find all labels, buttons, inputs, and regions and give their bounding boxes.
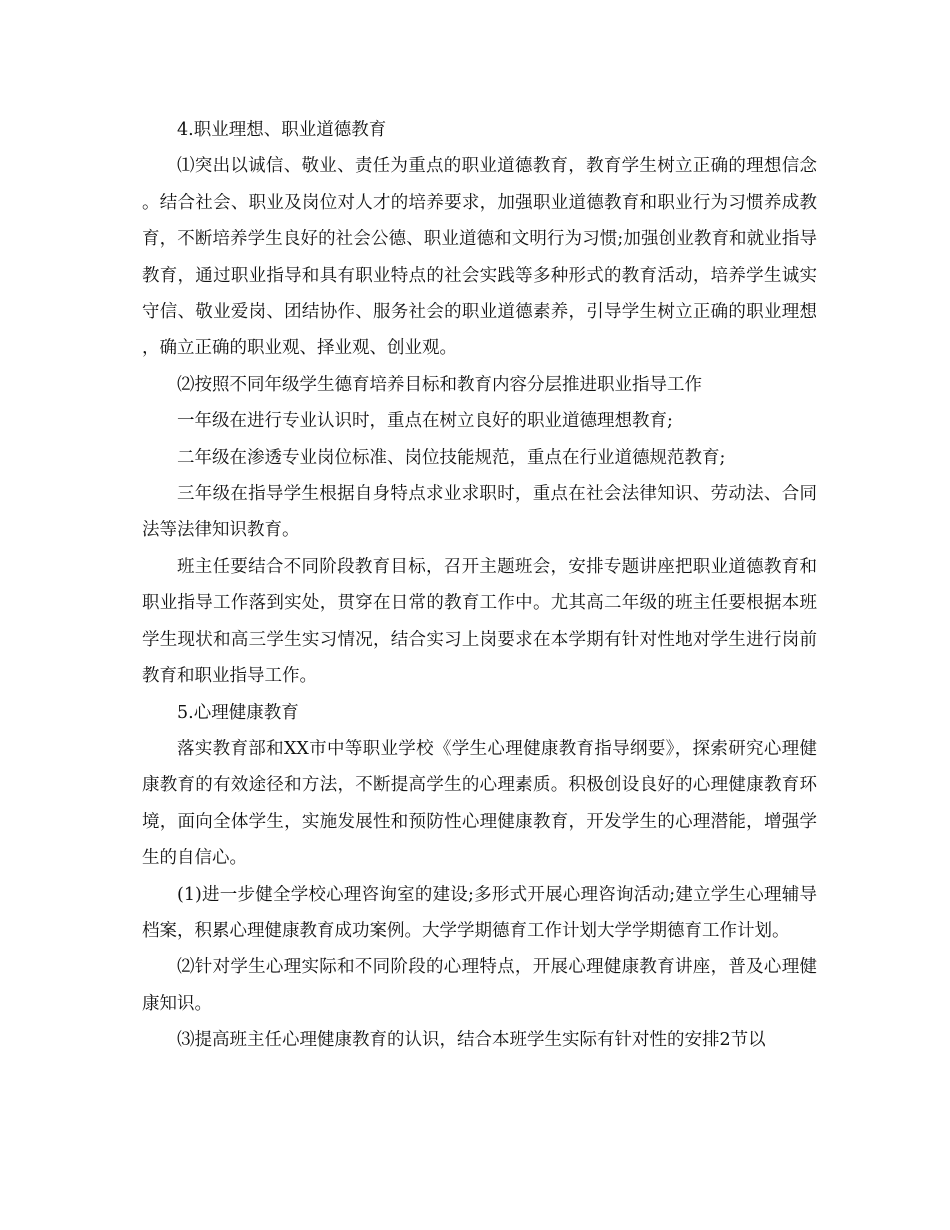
section-heading-mental-health: 5.心理健康教育 bbox=[177, 702, 299, 723]
paragraph-mental-health-outline: 落实教育部和XX市中等职业学校《学生心理健康教育指导纲要》，探索研究心理健康教育的有效途径和方法，不断提高学生的心理素质。积极创设良好的心理健康教育环境，面向全体学生，实施发展性和预防性心理健康教育，开发学生的心理潜能，增强学生的自信心。 bbox=[142, 738, 817, 869]
paragraph-grade-two: 二年级在渗透专业岗位标准、岗位技能规范，重点在行业道德规范教育; bbox=[177, 447, 726, 468]
document-body bbox=[142, 112, 817, 1059]
paragraph-grade-guidance: ⑵按照不同年级学生德育培养目标和教育内容分层推进职业指导工作 bbox=[177, 374, 702, 395]
paragraph-grade-one: 一年级在进行专业认识时，重点在树立良好的职业道德理想教育; bbox=[177, 411, 673, 432]
paragraph-grade-three: 三年级在指导学生根据自身特点求业求职时，重点在社会法律知识、劳动法、合同法等法律知识教育。 bbox=[142, 484, 817, 541]
paragraph-teacher-awareness: ⑶提高班主任心理健康教育的认识，结合本班学生实际有针对性的安排2节以 bbox=[177, 1030, 766, 1051]
paragraph-class-teacher: 班主任要结合不同阶段教育目标，召开主题班会，安排专题讲座把职业道德教育和职业指导工作落到实处，贯穿在日常的教育工作中。尤其高二年级的班主任要根据本班学生现状和高三学生实习情况，结合实习上岗要求在本学期有针对性地对学生进行岗前教育和职业指导工作。 bbox=[142, 556, 817, 687]
section-heading-career-ideals: 4.职业理想、职业道德教育 bbox=[177, 120, 387, 140]
paragraph-counseling-room: (1)进一步健全学校心理咨询室的建设;多形式开展心理咨询活动;建立学生心理辅导档案，积累心理健康教育成功案例。大学学期德育工作计划大学学期德育工作计划。 bbox=[142, 884, 817, 941]
paragraph-professional-ethics: ⑴突出以诚信、敬业、责任为重点的职业道德教育，教育学生树立正确的理想信念。结合社会、职业及岗位对人才的培养要求，加强职业道德教育和职业行为习惯养成教育，不断培养学生良好的社会公德、职业道德和文明行为习惯;加强创业教育和就业指导教育，通过职业指导和具有职业特点的社会实践等多种形式的教育活动，培养学生诚实守信、敬业爱岗、团结协作、服务社会的职业道德素养，引导学生树立正确的职业理想，确立正确的职业观、择业观、创业观。 bbox=[142, 156, 817, 359]
paragraph-lectures: ⑵针对学生心理实际和不同阶段的心理特点，开展心理健康教育讲座，普及心理健康知识。 bbox=[142, 957, 817, 1014]
